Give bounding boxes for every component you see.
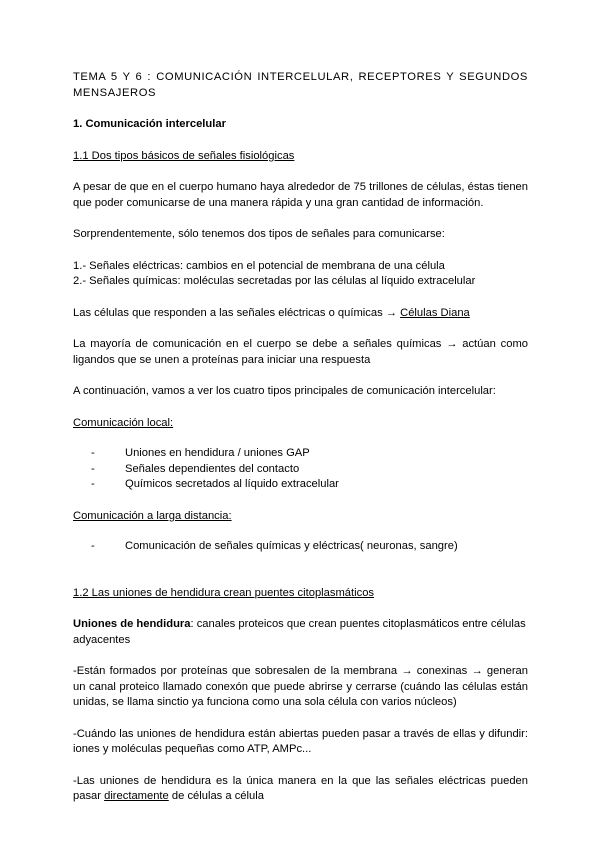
target-term: Células Diana (400, 306, 470, 319)
gap-junction-definition: : canales proteicos que crean puentes citoplasmáticos entre células adyacentes (73, 618, 526, 646)
paragraph-only-way (73, 774, 528, 805)
target-text: Las células que responden a las señales eléctricas o químicas → (73, 306, 401, 319)
paragraph-target-cells (73, 306, 528, 322)
subsection-heading: 1.2 Las uniones de hendidura crean puentes citoplasmáticos (73, 586, 375, 599)
section-heading: 1. Comunicación intercelular (73, 118, 226, 130)
only-way-emphasis: directamente (104, 790, 169, 802)
gap-junction-term: Uniones de hendidura (73, 618, 191, 630)
paragraph-open: -Cuándo las uniones de hendidura están abiertas pueden pasar a través de ellas y difundir: iones y moléculas pequeñas como ATP, AMPc... (73, 727, 528, 755)
document-page (73, 70, 528, 805)
paragraph-formed: -Están formados por proteínas que sobresalen de la membrana → conexinas → generan un canal proteico llamado conexón que puede abrirse y cerrarse (cuándo las células están unidas, se llama sinctio ya funciona como una sola célula con varios núcleos) (73, 665, 528, 708)
local-communication-list (73, 446, 528, 493)
paragraph-surprise: Sorprendentemente, sólo tenemos dos tipos de señales para comunicarse: (73, 228, 445, 240)
paragraph-majority: La mayoría de comunicación en el cuerpo se debe a señales químicas → actúan como ligandos que se unen a proteínas para iniciar una respuesta (73, 338, 528, 366)
signal-chemical: 2.- Señales químicas: moléculas secretadas por las células al líquido extracelular (73, 275, 476, 287)
signal-electric: 1.- Señales eléctricas: cambios en el potencial de membrana de una célula (73, 259, 445, 272)
document-title: TEMA 5 Y 6 : COMUNICACIÓN INTERCELULAR, RECEPTORES Y SEGUNDOS MENSAJEROS (73, 71, 528, 99)
paragraph-intro: A pesar de que en el cuerpo humano haya alrededor de 75 trillones de células, éstas tienen que poder comunicarse de una manera rápida y una gran cantidad de información. (73, 181, 528, 209)
subsection-heading: 1.1 Dos tipos básicos de señales fisiológicas (73, 149, 295, 162)
only-way-text: -Las uniones de hendidura es la única manera en la que las señales eléctricas pueden pasar (73, 774, 528, 802)
list-item: - Químicos secretados al líquido extracelular (91, 477, 528, 493)
paragraph-next: A continuación, vamos a ver los cuatro tipos principales de comunicación intercelular: (73, 385, 496, 397)
long-distance-list (73, 539, 528, 555)
paragraph-gap-junction-def (73, 617, 528, 648)
only-way-suffix: de células a célula (168, 790, 264, 802)
list-item: - Uniones en hendidura / uniones GAP (91, 446, 528, 462)
long-distance-heading: Comunicación a larga distancia: (73, 509, 232, 522)
list-item: - Comunicación de señales químicas y eléctricas( neuronas, sangre) (91, 539, 528, 555)
list-item: - Señales dependientes del contacto (91, 462, 528, 478)
local-communication-heading: Comunicación local: (73, 416, 174, 429)
